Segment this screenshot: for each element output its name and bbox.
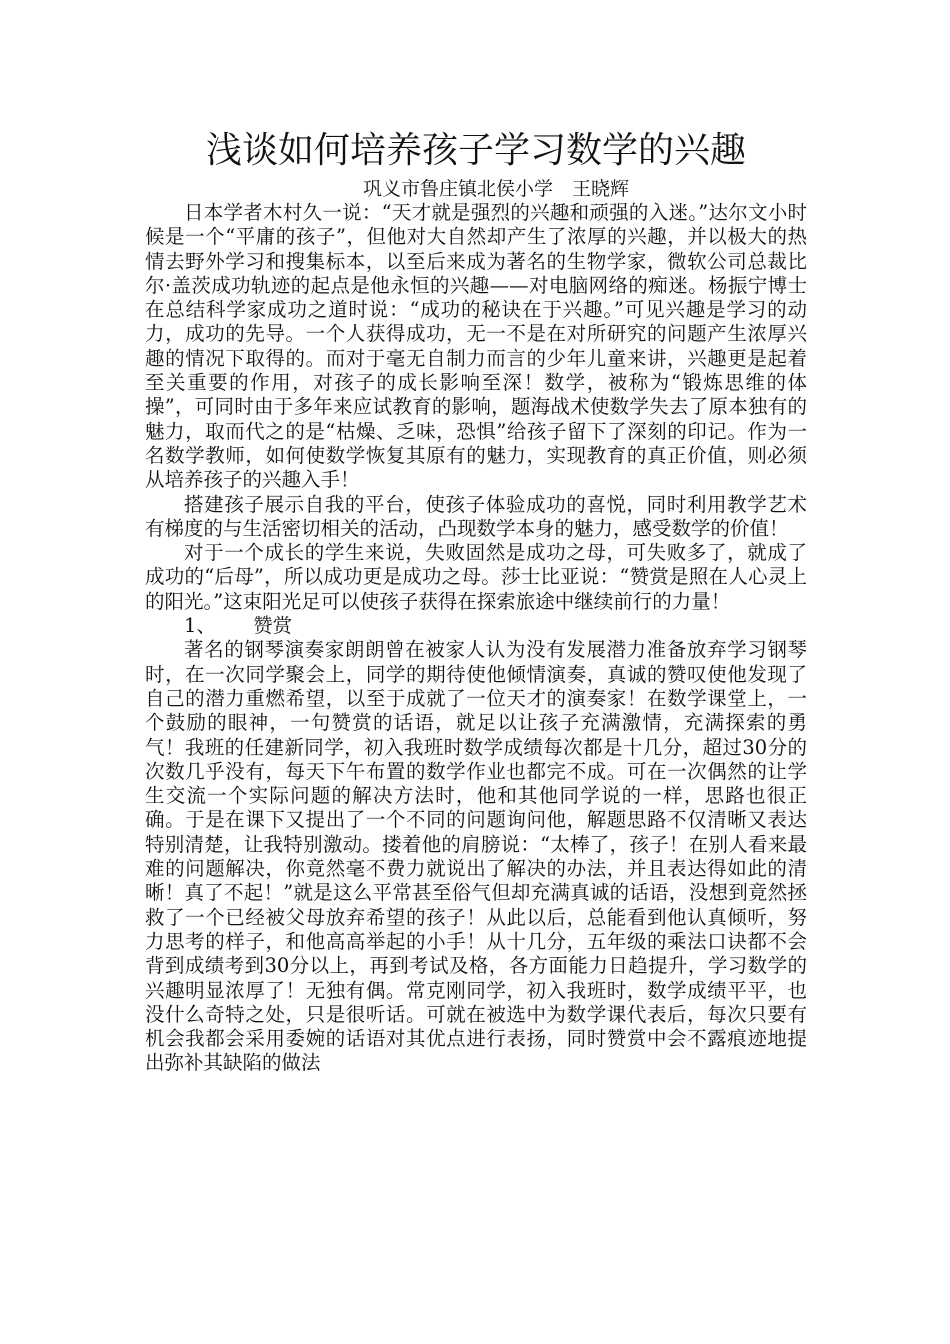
section-heading: [145, 614, 807, 638]
intro-paragraph: 日本学者木村久一说：“天才就是强烈的兴趣和顽强的入迷。”达尔文小时候是一个“平庸的孩子”，但他对大自然却产生了浓厚的兴趣，并以极大的热情去野外学习和搜集标本，以至后来成为著名的生物学家，微软公司总裁比尔·盖茨成功轨迹的起点是他永恒的兴趣——对电脑网络的痴迷。杨振宁博士在总结科学家成功之道时说：“成功的秘诀在于兴趣。”可见兴趣是学习的动力，成功的先导。一个人获得成功，无一不是在对所研究的问题产生浓厚兴趣的情况下取得的。而对于毫无自制力而言的少年儿童来讲，兴趣更是起着至关重要的作用，对孩子的成长影响至深！数学，被称为“锻炼思维的体操”，可同时由于多年来应试教育的影响，题海战术使数学失去了原本独有的魅力，取而代之的是“枯燥、乏味，恐惧”给孩子留下了深刻的印记。作为一名数学教师，如何使数学恢复其原有的魅力，实现教育的真正价值，则必须从培养孩子的兴趣入手！: [145, 201, 807, 492]
platform-paragraph: 搭建孩子展示自我的平台，使孩子体验成功的喜悦，同时利用教学艺术有梯度的与生活密切相关的活动，凸现数学本身的魅力，感受数学的价值！: [145, 492, 807, 540]
author-line: 巩义市鲁庄镇北侯小学 王晓辉: [362, 178, 629, 200]
success-paragraph: 对于一个成长的学生来说，失败固然是成功之母，可失败多了，就成了成功的“后母”，所以成功更是成功之母。莎士比亚说：“赞赏是照在人心灵上的阳光。”这束阳光足可以使孩子获得在探索旅途中继续前行的力量！: [145, 541, 807, 613]
section-title: 赞赏: [253, 614, 293, 638]
document-page: [145, 125, 807, 1076]
section-number: 1、: [184, 614, 216, 638]
praise-paragraph: 著名的钢琴演奏家朗朗曾在被家人认为没有发展潜力准备放弃学习钢琴时，在一次同学聚会上，同学的期待使他倾情演奏，真诚的赞叹使他发现了自己的潜力重燃希望，以至于成就了一位天才的演奏家！在数学课堂上，一个鼓励的眼神，一句赞赏的话语，就足以让孩子充满激情，充满探索的勇气！我班的任建新同学，初入我班时数学成绩每次都是十几分，超过30分的次数几乎没有，每天下午布置的数学作业也都完不成。可在一次偶然的让学生交流一个实际问题的解决方法时，他和其他同学说的一样，思路也很正确。于是在课下又提出了一个不同的问题询问他，解题思路不仅清晰又表达特别清楚，让我特别激动。搂着他的肩膀说：“太棒了，孩子！在别人看来最难的问题解决，你竟然毫不费力就说出了解决的办法，并且表达得如此的清晰！真了不起！”就是这么平常甚至俗气但却充满真诚的话语，没想到竟然拯救了一个已经被父母放弃希望的孩子！从此以后，总能看到他认真倾听，努力思考的样子，和他高高举起的小手！从十几分，五年级的乘法口诀都不会背到成绩考到30分以上，再到考试及格，各方面能力日趋提升，学习数学的兴趣明显浓厚了！无独有偶。常克刚同学，初入我班时，数学成绩平平，也没什么奇特之处，只是很听话。可就在被选中为数学课代表后，每次只要有机会我都会采用委婉的话语对其优点进行表扬，同时赞赏中会不露痕迹地提出弥补其缺陷的做法: [145, 638, 807, 1075]
document-title: 浅谈如何培养孩子学习数学的兴趣: [205, 130, 746, 171]
